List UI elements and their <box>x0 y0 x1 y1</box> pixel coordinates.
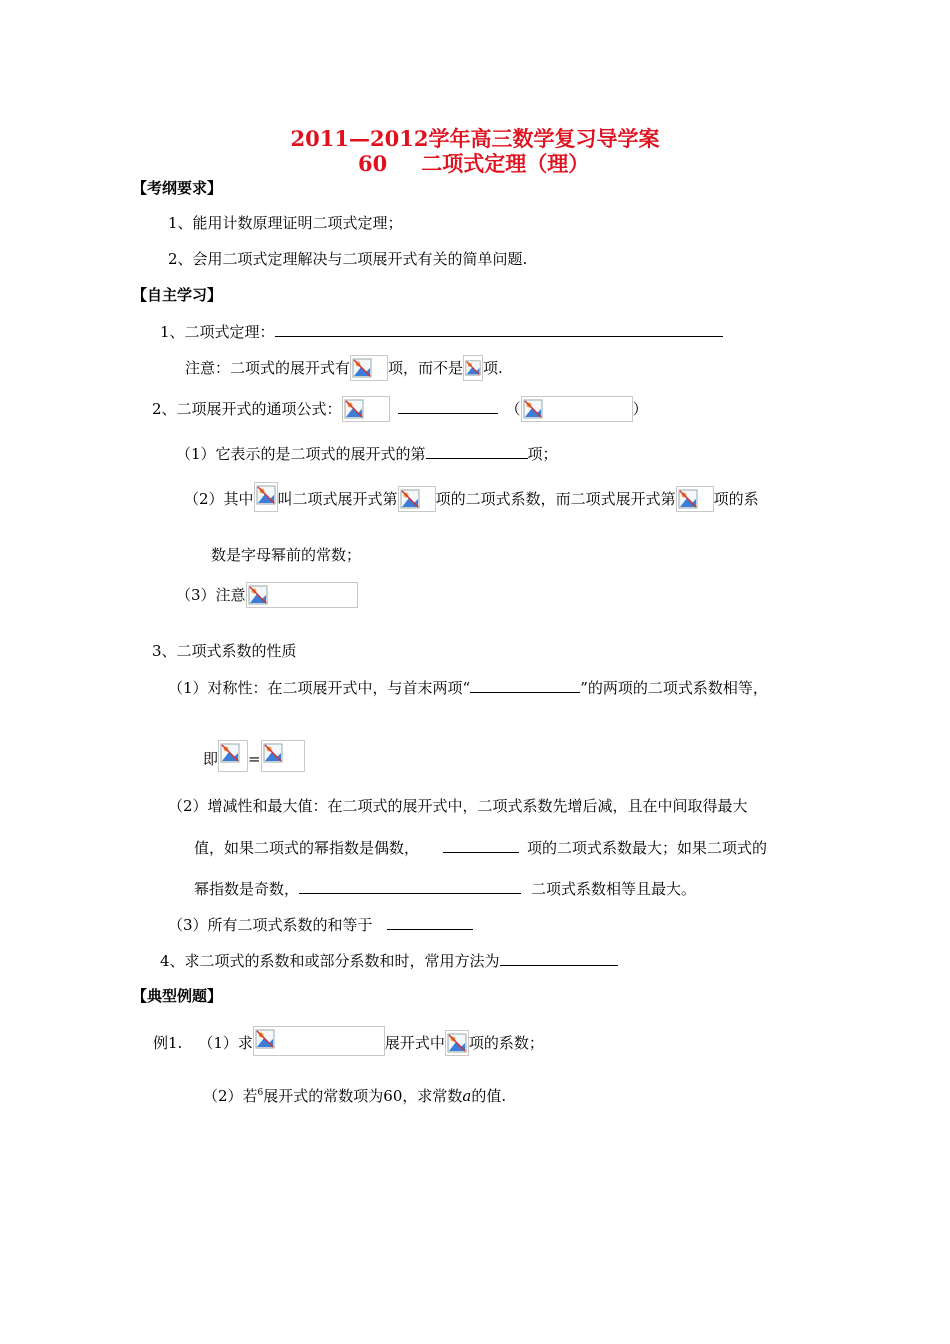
blank-term-index[interactable] <box>426 443 528 459</box>
p1-formula-line: 即 = <box>203 740 305 772</box>
example1-line: 例1. （1）求 展开式中 项的系数； <box>153 1026 544 1056</box>
formula-image <box>463 355 483 381</box>
formula-image <box>445 1030 469 1056</box>
sub2-line: （2）其中 叫二项式展开式第 项的二项式系数，而二项式展开式第 项的系 <box>184 482 759 512</box>
p1-line: （1）对称性：在二项展开式中，与首末两项“ ”的两项的二项式系数相等， <box>168 679 768 697</box>
formula-image <box>261 740 305 772</box>
broken-image-icon <box>255 1029 275 1049</box>
broken-image-icon <box>400 489 420 509</box>
broken-image-icon <box>220 743 240 763</box>
formula-image <box>253 1026 385 1056</box>
broken-image-icon <box>447 1033 467 1053</box>
formula-image <box>398 486 436 512</box>
kaogang-item-1: 1、能用计数原理证明二项式定理； <box>168 214 403 232</box>
broken-image-icon <box>248 585 268 605</box>
blank-odd-middle[interactable] <box>299 878 521 894</box>
p3-line: （3）所有二项式系数的和等于 <box>168 914 473 935</box>
p2-line-1: （2）增减性和最大值：在二项式的展开式中，二项式系数先增后减，且在中间取得最大 <box>168 797 748 815</box>
blank-theorem[interactable] <box>275 321 723 337</box>
broken-image-icon <box>678 489 698 509</box>
blank-sum[interactable] <box>387 914 473 930</box>
sub3-line: （3）注意 <box>176 582 358 608</box>
blank-general-term[interactable] <box>398 398 498 414</box>
item1-line: 1、二项式定理： <box>160 321 723 342</box>
item2-line: 2、二项展开式的通项公式： （ ） <box>152 396 648 422</box>
broken-image-icon <box>256 485 276 505</box>
section-kaogang-heading: 【考纲要求】 <box>132 179 223 197</box>
example2-line: （2）若$^6$展开式的常数项为60，求常数a的值. <box>203 1087 507 1105</box>
formula-image <box>676 486 714 512</box>
formula-image <box>254 482 278 512</box>
broken-image-icon <box>344 399 364 419</box>
formula-image <box>350 355 388 381</box>
section-dianxing-heading: 【典型例题】 <box>132 987 223 1005</box>
section-zizhu-heading: 【自主学习】 <box>132 286 223 304</box>
broken-image-icon <box>352 358 372 378</box>
kaogang-item-2: 2、会用二项式定理解决与二项展开式有关的简单问题. <box>168 250 528 268</box>
p2-line-3: 幂指数是奇数， 二项式系数相等且最大。 <box>194 880 697 898</box>
broken-image-icon <box>263 743 283 763</box>
formula-image <box>521 396 633 422</box>
item3-label: 3、二项式系数的性质 <box>152 642 297 660</box>
p2-line-2: 值，如果二项式的幂指数是偶数， 项的二项式系数最大；如果二项式的 <box>194 839 768 857</box>
blank-even-middle[interactable] <box>443 837 519 853</box>
item4-line: 4、求二项式的系数和或部分系数和时，常用方法为 <box>160 950 618 971</box>
formula-image <box>246 582 358 608</box>
broken-image-icon <box>465 360 481 376</box>
formula-image <box>342 396 390 422</box>
broken-image-icon <box>523 399 543 419</box>
blank-equidistant[interactable] <box>470 677 580 693</box>
note-line: 注意：二项式的展开式有 项，而不是 项. <box>185 355 503 381</box>
doc-subtitle: 60 二项式定理（理） <box>358 151 590 176</box>
doc-title: 2011—2012学年高三数学复习导学案 <box>290 126 660 151</box>
sub2-continuation: 数是字母幂前的常数； <box>211 546 362 564</box>
blank-method[interactable] <box>500 950 618 966</box>
sub1-line: （1）它表示的是二项式的展开式的第 项； <box>176 445 558 463</box>
formula-image <box>218 740 248 772</box>
